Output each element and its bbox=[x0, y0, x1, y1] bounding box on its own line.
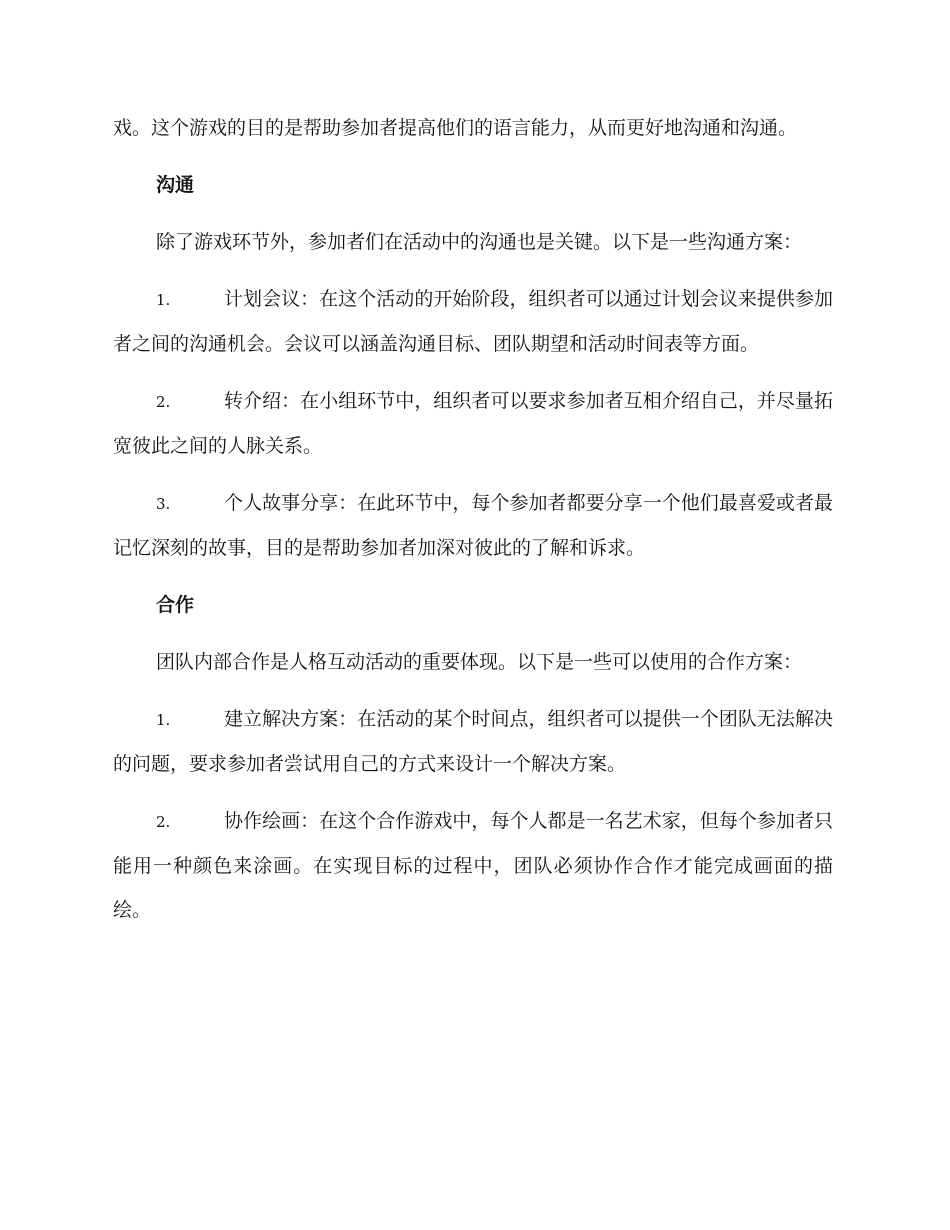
list-item bbox=[113, 481, 833, 570]
list-item-text: 计划会议：在这个活动的开始阶段，组织者可以通过计划会议来提供参加者之间的沟通机会。会议可以涵盖沟通目标、团队期望和活动时间表等方面。 bbox=[113, 288, 833, 355]
list-number: 1. bbox=[156, 711, 171, 729]
list-number: 2. bbox=[156, 393, 171, 411]
list-item-text: 协作绘画：在这个合作游戏中，每个人都是一名艺术家，但每个参加者只能用一种颜色来涂画。在实现目标的过程中，团队必须协作合作才能完成画面的描绘。 bbox=[113, 810, 833, 921]
list-number: 2. bbox=[156, 813, 171, 831]
list-item bbox=[113, 799, 833, 932]
list-item-text: 个人故事分享：在此环节中，每个参加者都要分享一个他们最喜爱或者最记忆深刻的故事，目的是帮助参加者加深对彼此的了解和诉求。 bbox=[113, 492, 833, 559]
list-number: 1. bbox=[156, 291, 171, 309]
list-item-text: 转介绍：在小组环节中，组织者可以要求参加者互相介绍自己，并尽量拓宽彼此之间的人脉关系。 bbox=[113, 390, 833, 457]
section-heading-communication: 沟通 bbox=[156, 174, 195, 196]
section-heading-cooperation: 合作 bbox=[156, 594, 195, 616]
list-number: 3. bbox=[156, 495, 171, 513]
list-item bbox=[113, 697, 833, 786]
cooperation-intro: 团队内部合作是人格互动活动的重要体现。以下是一些可以使用的合作方案： bbox=[156, 651, 803, 673]
list-item bbox=[113, 277, 833, 366]
document-page bbox=[113, 106, 833, 945]
continuation-paragraph: 戏。这个游戏的目的是帮助参加者提高他们的语言能力，从而更好地沟通和沟通。 bbox=[113, 117, 798, 139]
list-item bbox=[113, 379, 833, 468]
communication-intro: 除了游戏环节外，参加者们在活动中的沟通也是关键。以下是一些沟通方案： bbox=[156, 231, 803, 253]
list-item-text: 建立解决方案：在活动的某个时间点，组织者可以提供一个团队无法解决的问题，要求参加者尝试用自己的方式来设计一个解决方案。 bbox=[113, 708, 833, 775]
